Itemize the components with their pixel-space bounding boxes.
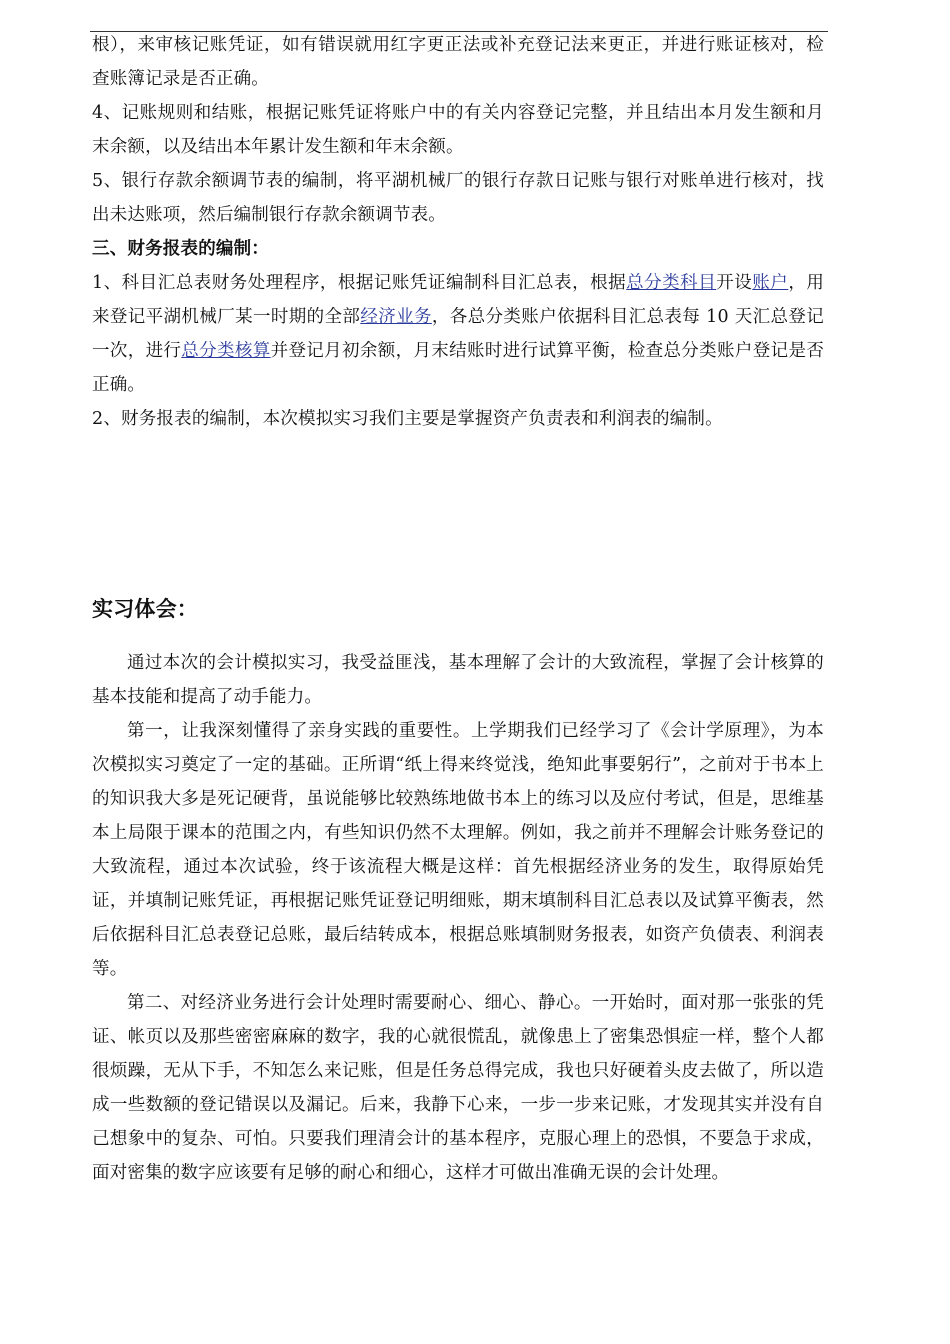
experience-section — [92, 646, 824, 1190]
text-segment: ，各总分类账户依据科目汇总表每 10 天汇总登记一次，进行 — [92, 307, 824, 361]
section-heading-financial-statements: 三、财务报表的编制： — [92, 239, 269, 259]
experience-paragraph-1: 通过本次的会计模拟实习，我受益匪浅，基本理解了会计的大致流程，掌握了会计核算的基本技能和提高了动手能力。 — [92, 653, 824, 707]
paragraph-step-5: 5、银行存款余额调节表的编制，将平湖机械厂的银行存款日记账与银行对账单进行核对，找出未达账项，然后编制银行存款余额调节表。 — [92, 171, 824, 225]
paragraph-summary-procedure — [92, 266, 824, 402]
experience-heading: 实习体会： — [92, 596, 198, 621]
paragraph-statements-preparation: 2、财务报表的编制，本次模拟实习我们主要是掌握资产负责表和利润表的编制。 — [92, 409, 723, 429]
experience-paragraph-3: 第二、对经济业务进行会计处理时需要耐心、细心、静心。一开始时，面对那一张张的凭证、帐页以及那些密密麻麻的数字，我的心就很慌乱，就像患上了密集恐惧症一样，整个人都很烦躁，无从下手，不知怎么来记账，但是任务总得完成，我也只好硬着头皮去做了，所以造成一些数额的登记错误以及漏记。后来，我静下心来，一步一步来记账，才发现其实并没有自己想象中的复杂、可怕。只要我们理清会计的基本程序，克服心理上的恐惧，不要急于求成，面对密集的数字应该要有足够的耐心和细心，这样才可做出准确无误的会计处理。 — [92, 993, 824, 1183]
link-general-ledger-accounts[interactable]: 总分类科目 — [626, 273, 717, 293]
text-segment: 开设 — [716, 273, 753, 293]
text-segment: 1、科目汇总表财务处理程序，根据记账凭证编制科目汇总表，根据 — [92, 273, 627, 293]
experience-paragraph-2: 第一，让我深刻懂得了亲身实践的重要性。上学期我们已经学习了《会计学原理》，为本次模拟实习奠定了一定的基础。正所谓“纸上得来终觉浅，绝知此事要躬行”，之前对于书本上的知识我大多是死记硬背，虽说能够比较熟练地做书本上的练习以及应付考试，但是，思维基本上局限于课本的范围之内，有些知识仍然不太理解。例如，我之前并不理解会计账务登记的大致流程，通过本次试验，终于该流程大概是这样：首先根据经济业务的发生，取得原始凭证，并填制记账凭证，再根据记账凭证登记明细账，期末填制科目汇总表以及试算平衡表，然后依据科目汇总表登记总账，最后结转成本，根据总账填制财务报表，如资产负债表、利润表等。 — [92, 721, 824, 979]
text-segment: 并登记月初余额，月末结账时进行试算平衡，检查总分类账户登记是否正确。 — [92, 341, 825, 395]
link-accounts[interactable]: 账户 — [752, 273, 789, 293]
accounting-steps-section — [92, 28, 824, 436]
paragraph-step-4: 4、记账规则和结账，根据记账凭证将账户中的有关内容登记完整，并且结出本月发生额和月末余额，以及结出本年累计发生额和年末余额。 — [92, 103, 824, 157]
text-segment: ，用来登记平湖机械厂某一时期的全部 — [92, 273, 825, 327]
paragraph-continuation: 根），来审核记账凭证，如有错误就用红字更正法或补充登记法来更正，并进行账证核对，检查账簿记录是否正确。 — [92, 35, 824, 89]
link-general-ledger-accounting[interactable]: 总分类核算 — [181, 341, 271, 361]
link-economic-business[interactable]: 经济业务 — [360, 307, 432, 327]
